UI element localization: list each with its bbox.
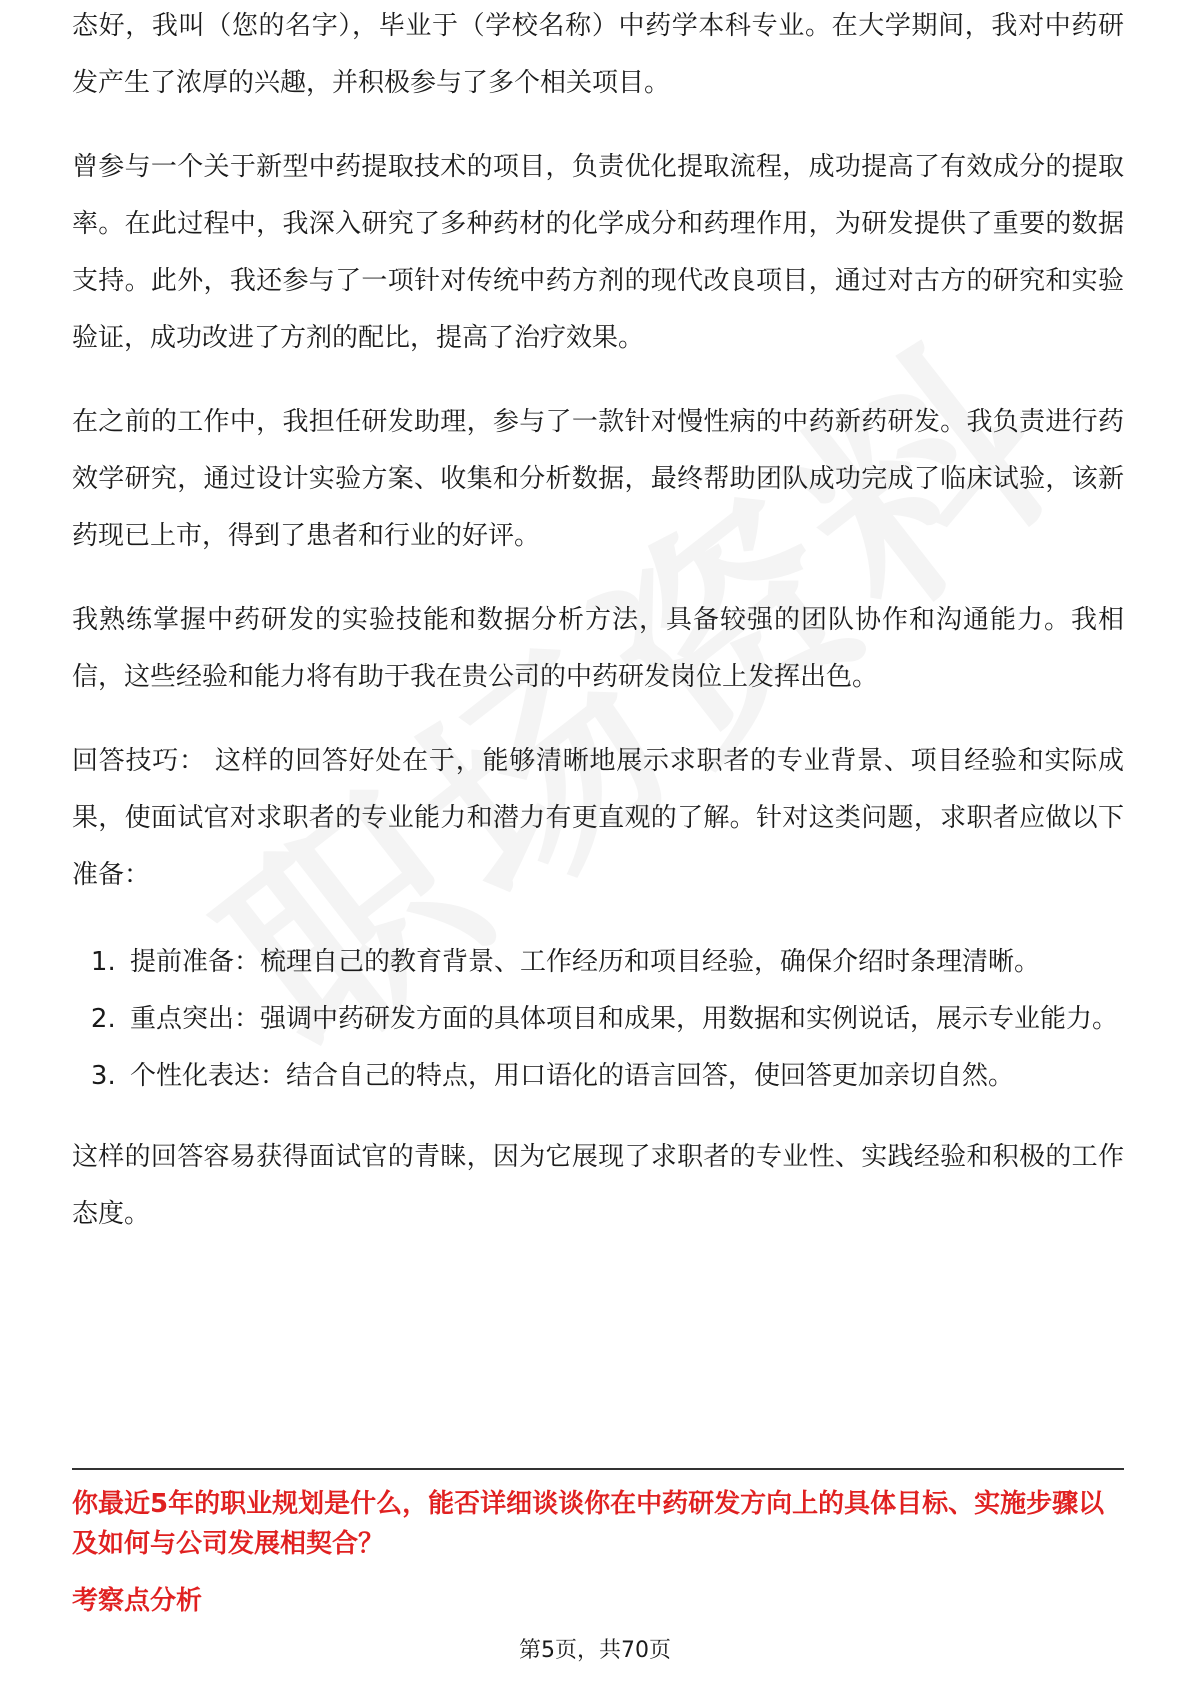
list-item: 1. 提前准备：梳理自己的教育背景、工作经历和项目经验，确保介绍时条理清晰。 (124, 934, 1124, 991)
preparation-list (72, 934, 1124, 1105)
skills-paragraph: 我熟练掌握中药研发的实验技能和数据分析方法，具备较强的团队协作和沟通能力。我相信，这些经验和能力将有助于我在贵公司的中药研发岗位上发挥出色。 (72, 605, 1124, 692)
intro-paragraph: 态好，我叫（您的名字），毕业于（学校名称）中药学本科专业。在大学期间，我对中药研发产生了浓厚的兴趣，并积极参与了多个相关项目。 (72, 11, 1124, 98)
work-experience-paragraph: 在之前的工作中，我担任研发助理，参与了一款针对慢性病的中药新药研发。我负责进行药效学研究，通过设计实验方案、收集和分析数据，最终帮助团队成功完成了临床试验，该新药现已上市，得到了患者和行业的好评。 (72, 407, 1124, 551)
next-question-heading: 你最近5年的职业规划是什么，能否详细谈谈你在中药研发方向上的具体目标、实施步骤以及如何与公司发展相契合？ (72, 1489, 1105, 1559)
list-item: 2. 重点突出：强调中药研发方面的具体项目和成果，用数据和实例说话，展示专业能力。 (124, 991, 1124, 1048)
closing-paragraph: 这样的回答容易获得面试官的青睐，因为它展现了求职者的专业性、实践经验和积极的工作态度。 (72, 1142, 1124, 1229)
project-paragraph: 曾参与一个关于新型中药提取技术的项目，负责优化提取流程，成功提高了有效成分的提取率。在此过程中，我深入研究了多种药材的化学成分和药理作用，为研发提供了重要的数据支持。此外，我还参与了一项针对传统中药方剂的现代改良项目，通过对古方的研究和实验验证，成功改进了方剂的配比，提高了治疗效果。 (72, 152, 1124, 353)
list-item: 3. 个性化表达：结合自己的特点，用口语化的语言回答，使回答更加亲切自然。 (124, 1048, 1124, 1105)
answer-tips-paragraph: 回答技巧： 这样的回答好处在于，能够清晰地展示求职者的专业背景、项目经验和实际成果，使面试官对求职者的专业能力和潜力有更直观的了解。针对这类问题，求职者应做以下准备： (72, 746, 1124, 890)
analysis-heading: 考察点分析 (72, 1586, 203, 1616)
page-number: 第5页，共70页 (519, 1638, 671, 1663)
page-content (72, 11, 1124, 1270)
section-divider (72, 1468, 1124, 1470)
